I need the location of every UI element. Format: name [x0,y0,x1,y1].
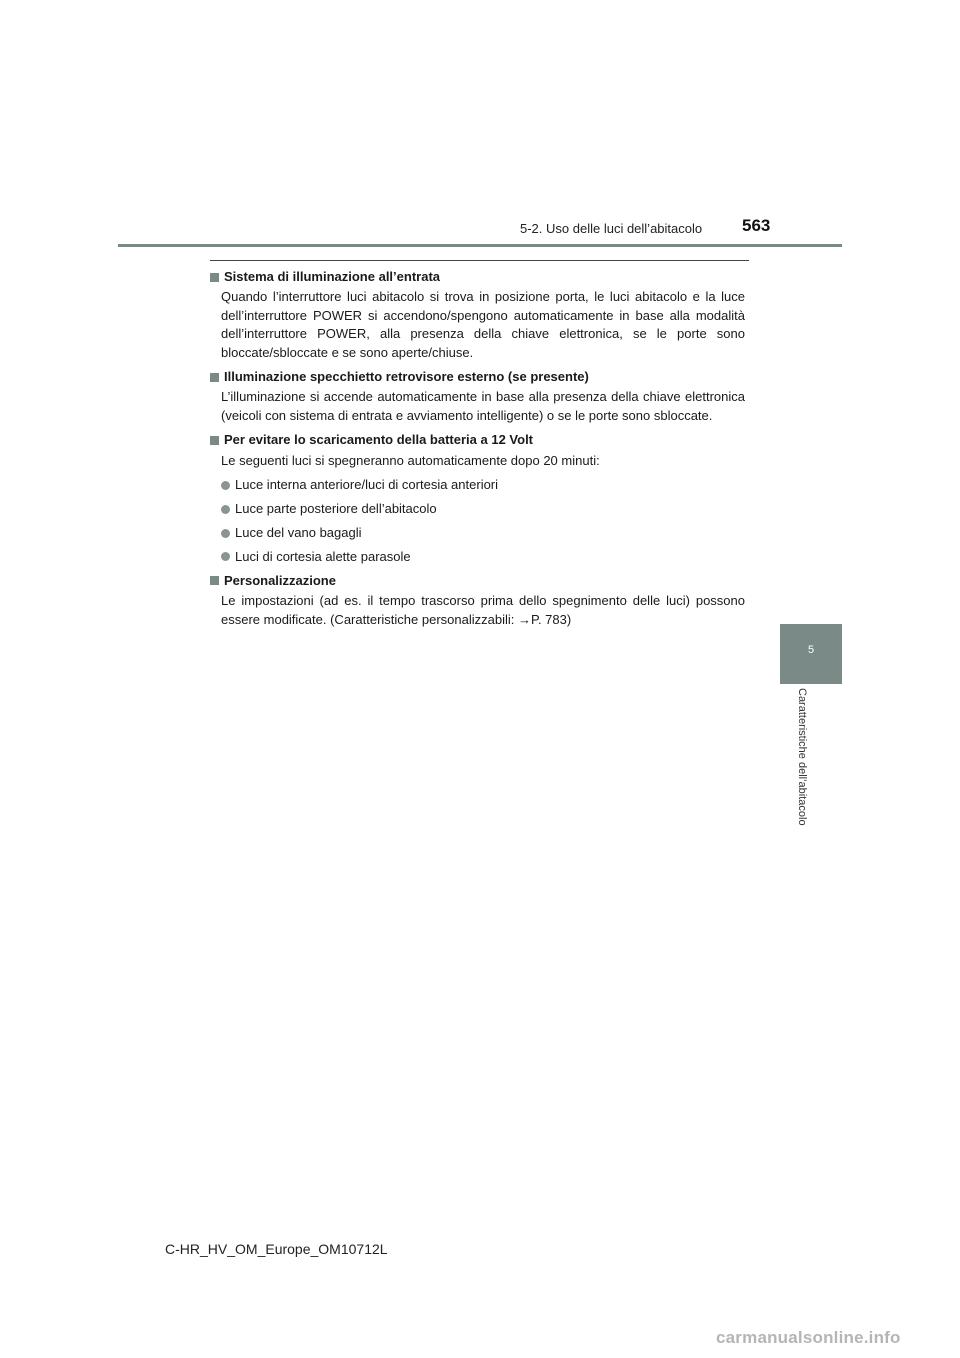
chapter-tab [780,624,842,684]
section-body: Le seguenti luci si spegneranno automaticamente dopo 20 minuti: [221,452,600,468]
light-list [210,476,745,566]
round-bullet-icon [221,481,230,490]
list-item [221,524,745,542]
list-item [221,476,745,494]
list-item [221,500,745,518]
content-rule [210,260,749,261]
list-item-text: Luci di cortesia alette parasole [235,548,411,564]
section-title-text: Personalizzazione [224,572,336,588]
round-bullet-icon [221,505,230,514]
section-entry-lighting [210,268,745,362]
chapter-label: Caratteristiche dell’abitacolo [796,688,808,826]
section-body: Quando l’interruttore luci abitacolo si trova in posizione porta, le luci abitacolo e la luce dell’interruttore POWER si accendono/spengono automaticamente in base alla modalità dell’interruttore POWER, alla presenza della chiave elettronica, se le porte sono bloccate/sbloccate e se sono aperte/chiuse. [221,289,745,360]
section-battery-saver [210,431,745,566]
square-bullet-icon [210,273,219,282]
round-bullet-icon [221,529,230,538]
square-bullet-icon [210,436,219,445]
section-title [210,268,745,286]
section-body: Le impostazioni (ad es. il tempo trascorso prima dello spegnimento delle luci) possono essere modificate. (Caratteristiche personalizzabili: →P. 783) [221,593,745,627]
round-bullet-icon [221,552,230,561]
list-item-text: Luce parte posteriore dell’abitacolo [235,500,437,516]
list-item [221,548,745,566]
section-mirror-lighting [210,368,745,425]
header-rule [118,244,842,247]
page-number: 563 [742,216,771,235]
chapter-number: 5 [807,644,815,656]
content-area [210,268,745,635]
section-title [210,572,745,590]
square-bullet-icon [210,576,219,585]
list-item-text: Luce interna anteriore/luci di cortesia anteriori [235,477,499,493]
section-title-text: Illuminazione specchietto retrovisore esterno (se presente) [224,369,589,385]
document-id: C-HR_HV_OM_Europe_OM10712L [165,1241,388,1257]
section-title [210,431,745,449]
section-body: L’illuminazione si accende automaticamente in base alla presenza della chiave elettronica (veicoli con sistema di entrata e avviamento intelligente) o se le porte sono sbloccate. [221,389,745,423]
section-title-text: Sistema di illuminazione all’entrata [224,269,441,284]
list-item-text: Luce del vano bagagli [235,524,362,540]
section-customization [210,572,745,629]
section-title-text: Per evitare lo scaricamento della batteria a 12 Volt [224,432,534,448]
section-title [210,368,745,386]
square-bullet-icon [210,373,219,382]
header-section-title: 5-2. Uso delle luci dell’abitacolo [520,221,703,236]
watermark: carmanualsonline.info [716,1328,901,1347]
